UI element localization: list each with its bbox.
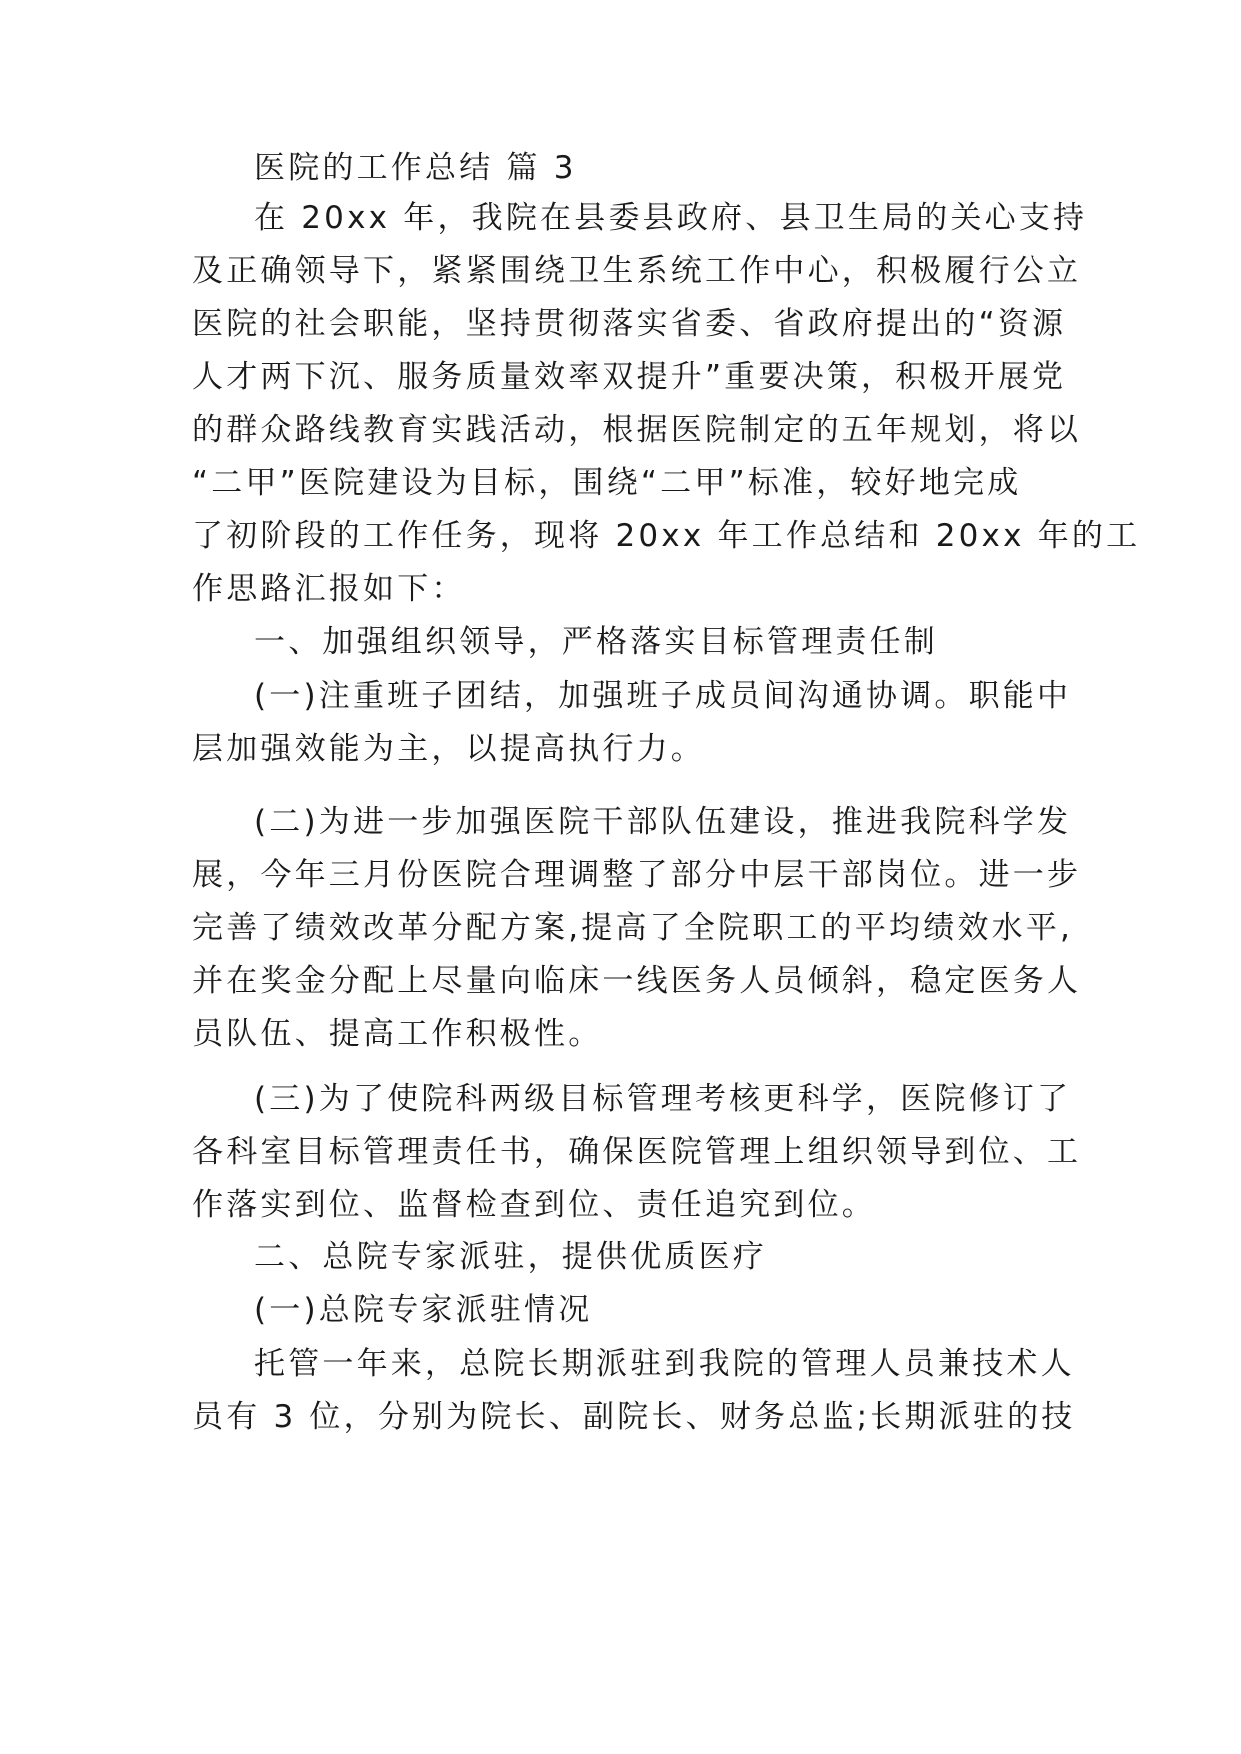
paragraph-line: 展，今年三月份医院合理调整了部分中层干部岗位。进一步 bbox=[192, 857, 1082, 893]
paragraph-line: 各科室目标管理责任书，确保医院管理上组织领导到位、工 bbox=[192, 1134, 1082, 1170]
paragraph-line: 了初阶段的工作任务，现将 20xx 年工作总结和 20xx 年的工 bbox=[192, 518, 1141, 554]
paragraph-line: 托管一年来，总院长期派驻到我院的管理人员兼技术人 bbox=[254, 1346, 1075, 1382]
paragraph-line: (三)为了使院科两级目标管理考核更科学，医院修订了 bbox=[254, 1081, 1072, 1117]
paragraph-line: 人才两下沉、服务质量效率双提升”重要决策，积极开展党 bbox=[192, 359, 1067, 395]
subsection-heading: (一)总院专家派驻情况 bbox=[254, 1292, 593, 1328]
paragraph-line: “二甲”医院建设为目标，围绕“二甲”标准，较好地完成 bbox=[192, 465, 1022, 501]
paragraph-line: 完善了绩效改革分配方案,提高了全院职工的平均绩效水平, bbox=[192, 910, 1074, 946]
paragraph-line: 的群众路线教育实践活动，根据医院制定的五年规划，将以 bbox=[192, 412, 1082, 448]
paragraph-line: (一)注重班子团结，加强班子成员间沟通协调。职能中 bbox=[254, 678, 1072, 714]
document-title: 医院的工作总结 篇 3 bbox=[254, 150, 577, 186]
paragraph-line: 层加强效能为主，以提高执行力。 bbox=[192, 731, 705, 767]
section-heading: 一、加强组织领导，严格落实目标管理责任制 bbox=[254, 624, 938, 660]
paragraph-line: (二)为进一步加强医院干部队伍建设，推进我院科学发 bbox=[254, 804, 1072, 840]
paragraph-line: 医院的社会职能，坚持贯彻落实省委、省政府提出的“资源 bbox=[192, 306, 1067, 342]
paragraph-line: 员队伍、提高工作积极性。 bbox=[192, 1016, 603, 1052]
paragraph-line: 及正确领导下，紧紧围绕卫生系统工作中心，积极履行公立 bbox=[192, 253, 1082, 289]
paragraph-line: 员有 3 位，分别为院长、副院长、财务总监;长期派驻的技 bbox=[192, 1399, 1076, 1435]
section-heading: 二、总院专家派驻，提供优质医疗 bbox=[254, 1239, 767, 1275]
paragraph-line: 作思路汇报如下： bbox=[192, 571, 466, 607]
paragraph-line: 作落实到位、监督检查到位、责任追究到位。 bbox=[192, 1187, 876, 1223]
paragraph-line: 在 20xx 年，我院在县委县政府、县卫生局的关心支持 bbox=[254, 200, 1088, 236]
paragraph-line: 并在奖金分配上尽量向临床一线医务人员倾斜，稳定医务人 bbox=[192, 963, 1082, 999]
